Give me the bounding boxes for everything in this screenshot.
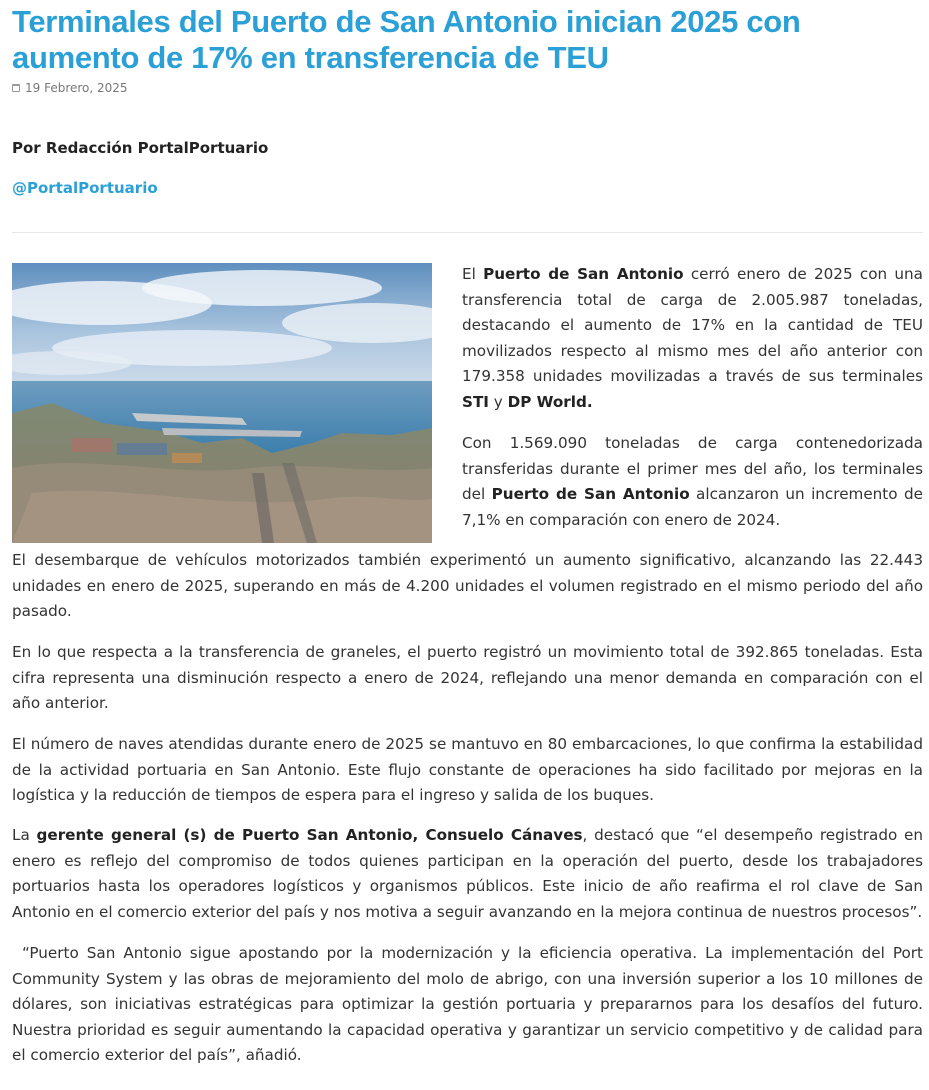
paragraph-2: Con 1.569.090 toneladas de carga contenedorizada transferidas durante el primer mes del año, los terminales del Puerto de San Antonio alcanzaron un incremento de 7,1% en comparación con enero de 2024. bbox=[462, 434, 923, 529]
article-title: Terminales del Puerto de San Antonio inician 2025 con aumento de 17% en transferencia de TEU bbox=[12, 4, 801, 75]
paragraph-5: El número de naves atendidas durante enero de 2025 se mantuvo en 80 embarcaciones, lo que confirma la estabilidad de la actividad portuaria en San Antonio. Este flujo constante de operaciones ha sido facilitado por mejoras en la logística y la reducción de tiempos de espera para el ingreso y salida de los buques. bbox=[12, 735, 923, 805]
paragraph-6: La gerente general (s) de Puerto San Antonio, Consuelo Cánaves, destacó que “el desempeño registrado en enero es reflejo del compromiso de todos quienes participan en la operación del puerto, desde los trabajadores portuarios hasta los operadores logísticos y organismos públicos. Este inicio de año reafirma el rol clave de San Antonio en el comercio exterior del país y nos motiva a seguir avanzando en la mejora continua de nuestros procesos”. bbox=[12, 826, 923, 921]
author-handle-link[interactable]: @PortalPortuario bbox=[12, 179, 158, 197]
author-byline: Por Redacción PortalPortuario bbox=[12, 139, 269, 157]
paragraph-7: “Puerto San Antonio sigue apostando por la modernización y la eficiencia operativa. La implementación del Port Community System y las obras de mejoramiento del molo de abrigo, con una inversión superior a los 10 millones de dólares, son iniciativas estratégicas para optimizar la gestión portuaria y prepararnos para los desafíos del futuro. Nuestra prioridad es seguir aumentando la capacidad operativa y garantizar un servicio competitivo y de calidad para el comercio exterior del país”, añadió. bbox=[12, 944, 923, 1065]
publish-date bbox=[12, 81, 128, 95]
divider bbox=[12, 232, 923, 233]
paragraph-3: El desembarque de vehículos motorizados también experimentó un aumento significativo, alcanzando las 22.443 unidades en enero de 2025, superando en más de 4.200 unidades el volumen registrado en el mismo periodo del año pasado. bbox=[12, 551, 923, 621]
publish-date-text: 19 Febrero, 2025 bbox=[25, 81, 128, 95]
paragraph-4: En lo que respecta a la transferencia de graneles, el puerto registró un movimiento total de 392.865 toneladas. Esta cifra representa una disminución respecto a enero de 2024, reflejando una menor demanda en comparación con el año anterior. bbox=[12, 643, 923, 713]
paragraph-1: El Puerto de San Antonio cerró enero de 2025 con una transferencia total de carga de 2.005.987 toneladas, destacando el aumento de 17% en la cantidad de TEU movilizados respecto al mismo mes del año anterior con 179.358 unidades movilizadas a través de sus terminales STI y DP World. bbox=[462, 265, 923, 411]
port-photo bbox=[12, 263, 432, 543]
calendar-icon bbox=[12, 84, 20, 92]
